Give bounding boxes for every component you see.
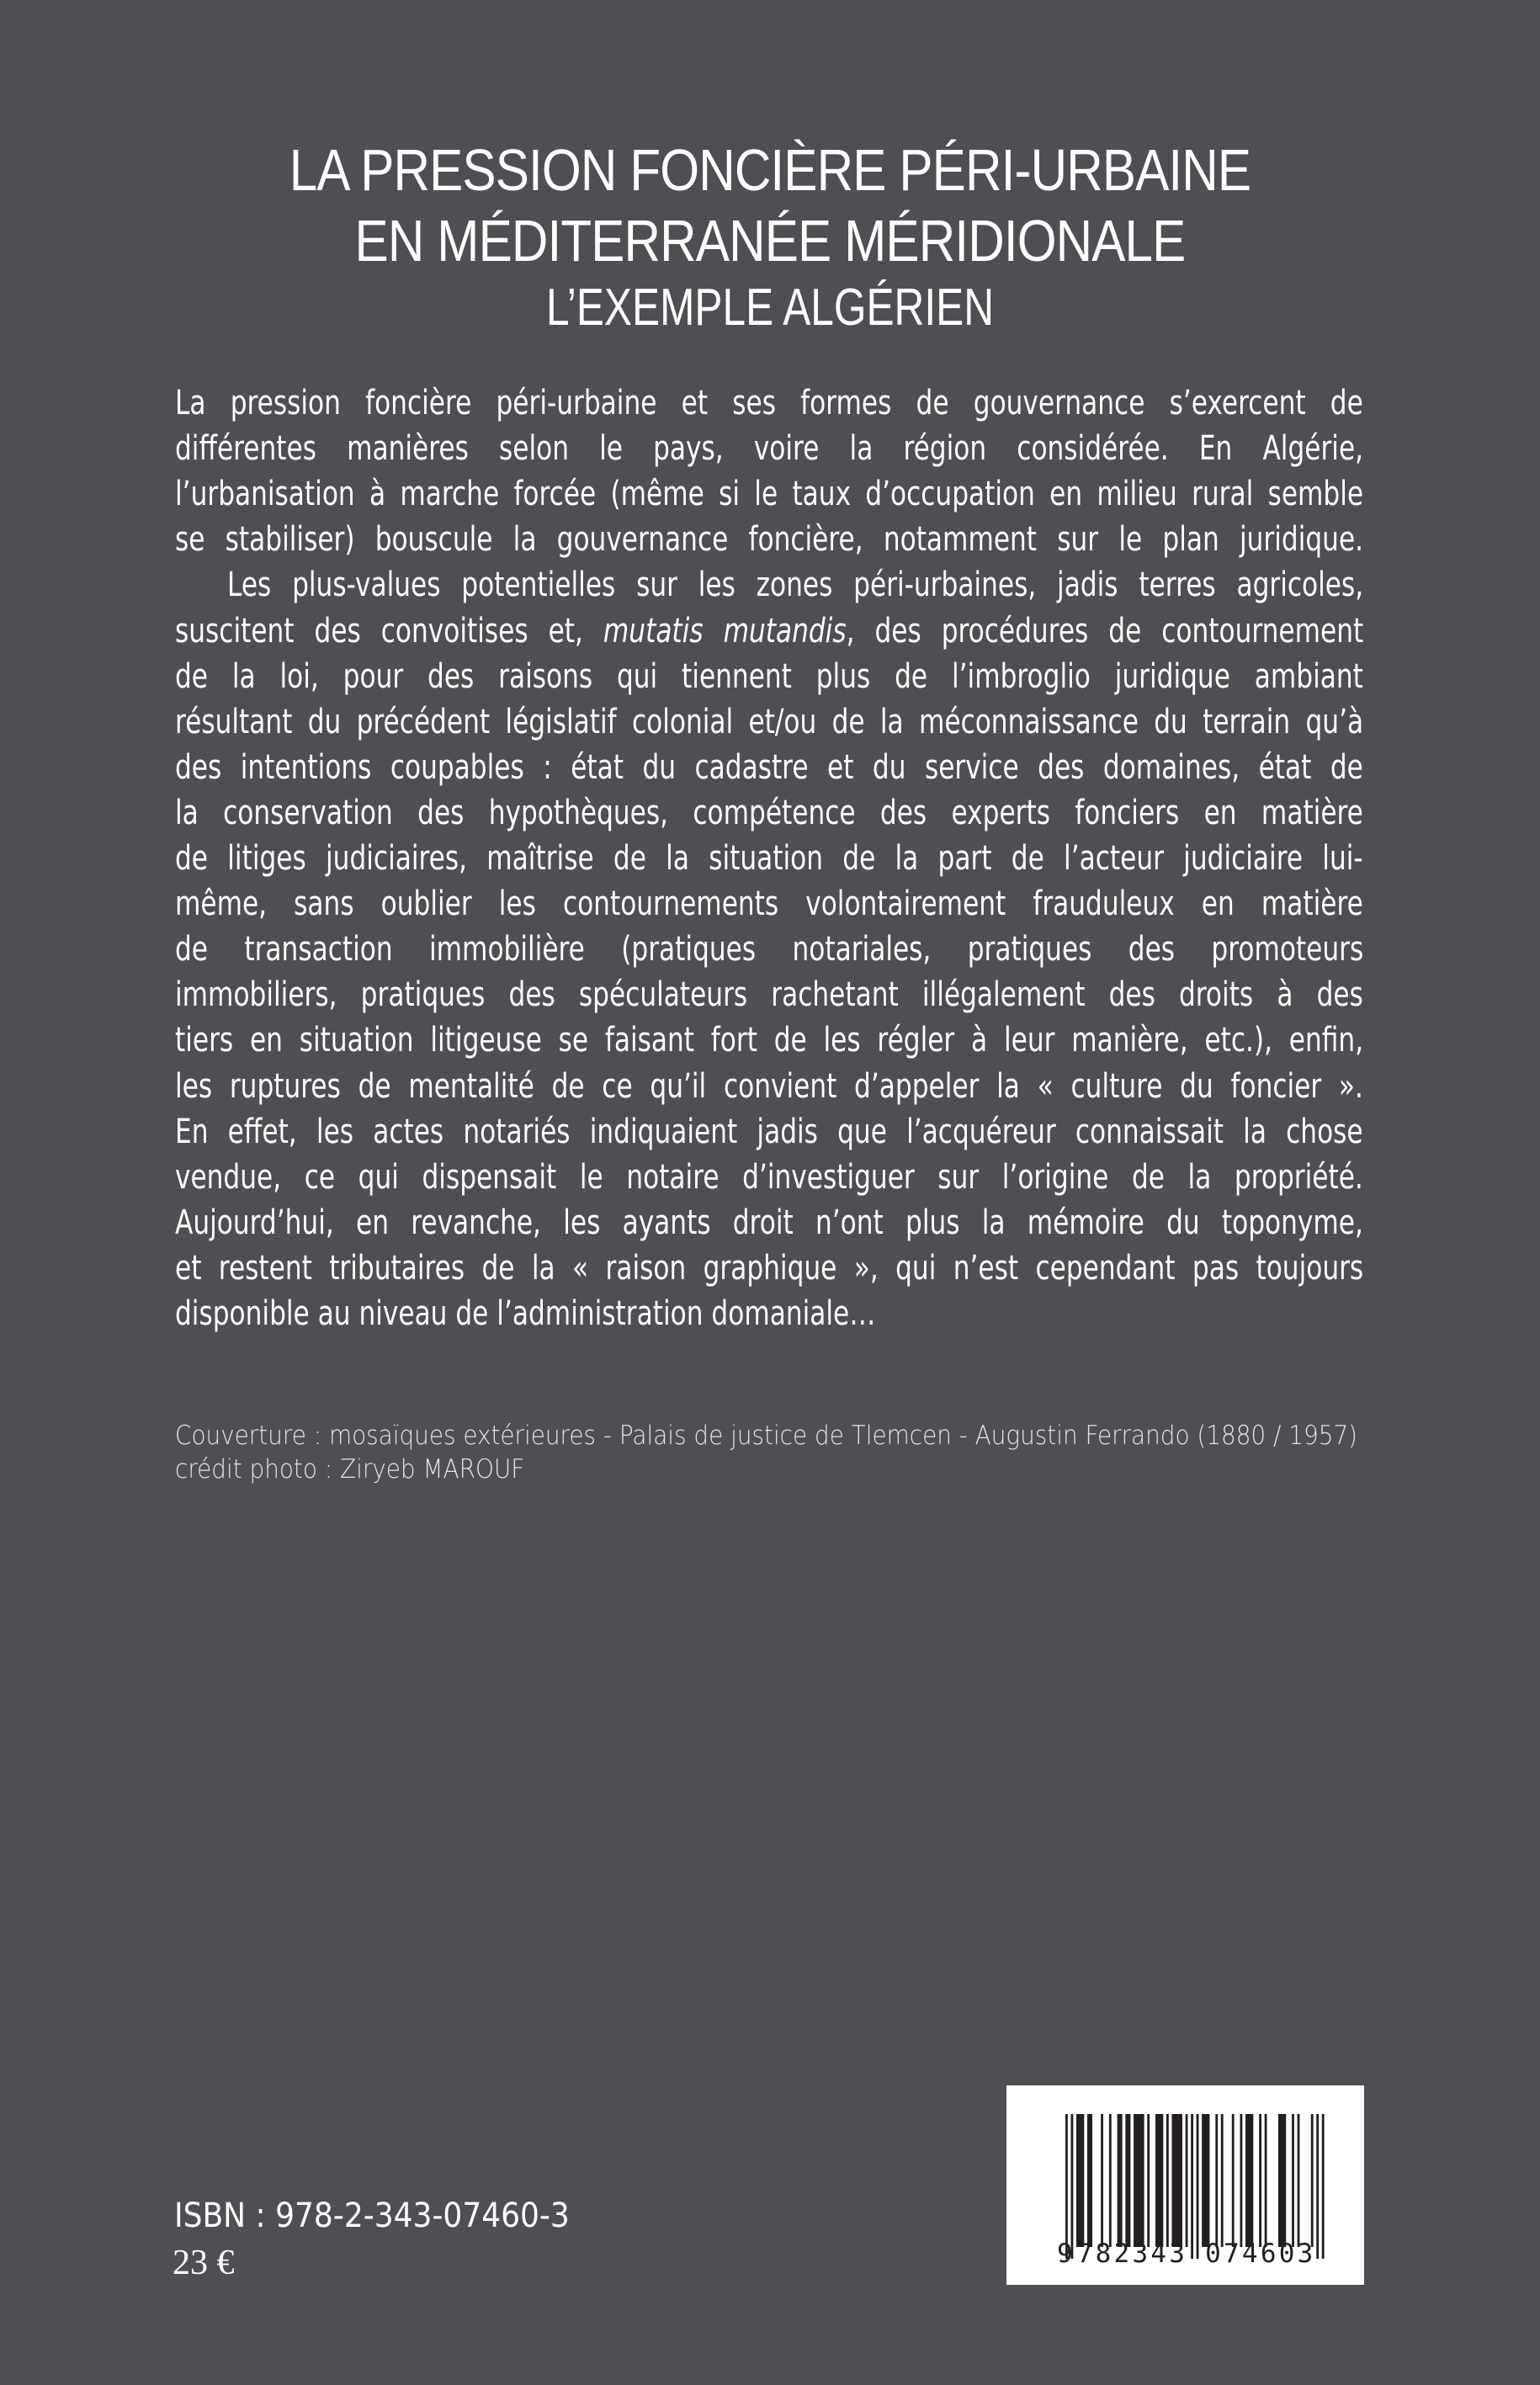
barcode-bar <box>1232 2114 1235 2247</box>
barcode-guard-bar <box>1197 2114 1199 2259</box>
blurb-line-text: et restent tributaires de la « raison graphique », qui n’est cependant pas toujours <box>175 1248 1364 1288</box>
barcode-bar <box>1125 2114 1130 2247</box>
barcode-bar <box>1298 2114 1300 2247</box>
blurb-line-text: les ruptures de mentalité de ce qu’il convient d’appeler la « culture du foncier ». <box>175 1066 1363 1106</box>
blurb-line-text: même, sans oublier les contournements volontairement frauduleux en matière <box>175 884 1363 924</box>
blurb-line-text: En effet, les actes notariés indiquaient jadis que l’acquéreur connaissait la chose <box>175 1112 1363 1151</box>
barcode-bar <box>1240 2114 1242 2247</box>
barcode-bar <box>1186 2114 1188 2247</box>
blurb-line-text: La pression foncière péri-urbaine et ses formes de gouvernance s’exercent de <box>175 384 1363 422</box>
blurb-line-text: différentes manières selon le pays, voire la région considérée. En Algérie, <box>175 429 1364 469</box>
barcode-bar <box>1311 2114 1314 2247</box>
blurb-line-text: se stabiliser) bouscule la gouvernance foncière, notamment sur le plan juridique. <box>175 520 1364 560</box>
barcode-bar <box>1134 2114 1144 2247</box>
blurb-line <box>175 1109 1363 1155</box>
blurb-line-text: vendue, ce qui dispensait le notaire d’investiguer sur l’origine de la propriété. <box>175 1157 1363 1197</box>
blurb-italic-phrase: mutatis mutandis <box>603 611 847 651</box>
barcode-right-digits: 074603 <box>1205 2239 1314 2269</box>
blurb-line <box>175 1155 1363 1200</box>
blurb-line <box>175 927 1363 972</box>
barcode-guard-bar <box>1316 2114 1319 2259</box>
blurb-line-text: disponible au niveau de l’administration domaniale… <box>175 1294 876 1333</box>
barcode-guard-bar <box>1070 2114 1073 2259</box>
blurb-line-text: l’urbanisation à marche forcée (même si le taux d’occupation en milieu rural semble <box>175 475 1364 514</box>
barcode-bar <box>1076 2114 1084 2247</box>
barcode-bar <box>1202 2114 1209 2247</box>
barcode-left-digits: 782343 <box>1076 2239 1185 2269</box>
blurb-line <box>175 1064 1363 1109</box>
blurb-line-text: de transaction immobilière (pratiques notariales, pratiques des promoteurs <box>175 930 1364 969</box>
barcode-bar <box>1292 2114 1294 2247</box>
blurb-line-text: suscitent des convoitises et, <box>175 611 603 651</box>
blurb-line <box>175 608 1363 654</box>
blurb-line <box>175 380 1363 426</box>
blurb-line-text: , des procédures de contournement <box>846 611 1364 651</box>
blurb-line-text: Aujourd’hui, en revanche, les ayants droit n’ont plus la mémoire du toponyme, <box>175 1203 1363 1242</box>
barcode <box>1006 2085 1364 2285</box>
blurb-line <box>175 426 1363 471</box>
barcode-bar <box>1155 2114 1163 2247</box>
blurb-line <box>175 881 1363 927</box>
blurb-line <box>175 790 1363 836</box>
blurb-line-text: de litiges judiciaires, maîtrise de la situation de la part de l’acteur judiciaire lui- <box>175 839 1363 878</box>
barcode-bar <box>1109 2114 1112 2247</box>
barcode-bar <box>1147 2114 1150 2247</box>
blurb-line-text: résultant du précédent législatif colonial et/ou de la méconnaissance du terrain qu’à <box>175 702 1364 741</box>
blurb-line-text: des intentions coupables : état du cadastre et du service des domaines, état de <box>175 747 1363 787</box>
blurb-line-text: tiers en situation litigeuse se faisant fort de les régler à leur manière, etc.), enfin, <box>175 1021 1364 1060</box>
barcode-bar <box>1221 2114 1224 2247</box>
blurb-line-text: immobiliers, pratiques des spéculateurs rachetant illégalement des droits à des <box>175 975 1363 1015</box>
blurb-line <box>175 699 1363 745</box>
blurb-line <box>175 654 1363 699</box>
barcode-guard-bar <box>1065 2114 1068 2259</box>
price-label: 23 € <box>173 2244 235 2282</box>
blurb-line <box>175 471 1363 517</box>
blurb-line <box>175 1246 1363 1291</box>
barcode-bar <box>1245 2114 1253 2247</box>
blurb-line-text: Les plus-values potentielles sur les zones péri-urbaines, jadis terres agricoles, <box>227 566 1364 605</box>
blurb-line <box>175 517 1363 562</box>
barcode-graphic <box>1006 2085 1364 2285</box>
barcode-bar <box>1278 2114 1286 2247</box>
blurb-line <box>175 972 1363 1017</box>
blurb-line-text: la conservation des hypothèques, compétence des experts fonciers en matière <box>175 793 1363 832</box>
barcode-guard-bar <box>1322 2114 1325 2259</box>
blurb-line-text: de la loi, pour des raisons qui tiennent plus de l’imbroglio juridique ambiant <box>175 656 1363 696</box>
blurb-line <box>175 836 1363 881</box>
barcode-bar <box>1171 2114 1182 2247</box>
blurb-line <box>175 1200 1363 1246</box>
barcode-bar <box>1166 2114 1169 2247</box>
barcode-bar <box>1118 2114 1123 2247</box>
barcode-bar <box>1259 2114 1261 2247</box>
subtitle: L’EXEMPLE ALGÉRIEN <box>545 279 995 337</box>
cover-caption: Couverture : mosaïques extérieures - Palais de justice de Tlemcen - Augustin Ferrando (1880 / 1957) <box>175 1421 1358 1451</box>
barcode-bar <box>1087 2114 1092 2247</box>
blurb-line <box>175 745 1363 790</box>
photo-credit: crédit photo : Ziryeb MAROUF <box>175 1454 525 1485</box>
title-line-2: EN MÉDITERRANÉE MÉRIDIONALE <box>354 208 1186 274</box>
isbn-label: ISBN : 978-2-343-07460-3 <box>174 2196 570 2235</box>
barcode-guard-bar <box>1191 2114 1193 2259</box>
barcode-bar <box>1101 2114 1103 2247</box>
blurb-line <box>175 1291 875 1336</box>
barcode-first-digit: 9 <box>1057 2239 1073 2269</box>
title-line-1: LA PRESSION FONCIÈRE PÉRI-URBAINE <box>289 137 1251 203</box>
blurb-line <box>227 562 1363 608</box>
barcode-bar <box>1215 2114 1218 2247</box>
blurb-line <box>175 1017 1363 1063</box>
barcode-bar <box>1265 2114 1267 2247</box>
